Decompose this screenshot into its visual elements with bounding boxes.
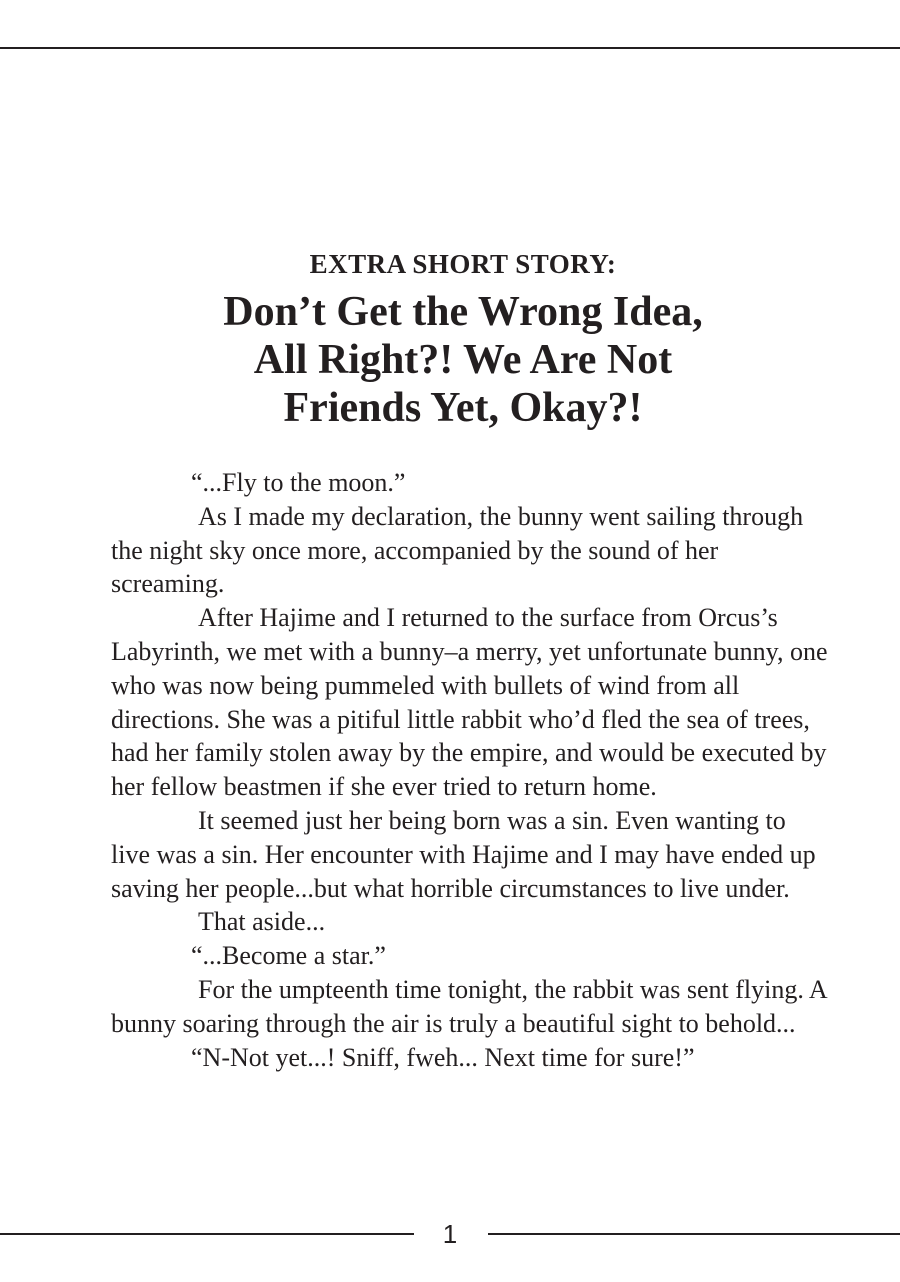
paragraph: After Hajime and I returned to the surface from Orcus’s Labyrinth, we met with a bunny–a merry, yet unfortunate bunny, one who was now being pummeled with bullets of wind from all directions. She was a pitiful little rabbit who’d fled the sea of trees, had her family stolen away by the empire, and would be executed by her fellow beastmen if she ever tried to return home.	[111, 603, 828, 802]
chapter-title	[0, 288, 900, 432]
chapter-kicker: EXTRA SHORT STORY:	[309, 249, 617, 279]
paragraph: “N-Not yet...! Sniff, fweh... Next time for sure!”	[191, 1042, 695, 1072]
paragraph: It seemed just her being born was a sin. Even wanting to live was a sin. Her encounter with Hajime and I may have ended up saving her people...but what horrible circumstances to live under.	[111, 805, 816, 903]
footer-rule-left	[0, 1233, 414, 1235]
page-number: 1	[442, 1219, 458, 1249]
paragraph: “...Fly to the moon.”	[191, 468, 406, 497]
paragraph: “...Become a star.”	[191, 941, 386, 971]
story-body	[111, 466, 831, 1074]
chapter-title-line: Don’t Get the Wrong Idea,	[223, 289, 703, 335]
chapter-title-line: All Right?! We Are Not	[253, 337, 673, 383]
paragraph: For the umpteenth time tonight, the rabbit was sent flying. A bunny soaring through the air is truly a beautiful sight to behold...	[111, 974, 827, 1038]
paragraph: As I made my declaration, the bunny went sailing through the night sky once more, accompanied by the sound of her screaming.	[111, 501, 804, 599]
paragraph: That aside...	[198, 907, 326, 937]
footer-rule-right	[488, 1233, 900, 1235]
chapter-title-line: Friends Yet, Okay?!	[283, 385, 643, 431]
header-rule	[0, 47, 900, 49]
